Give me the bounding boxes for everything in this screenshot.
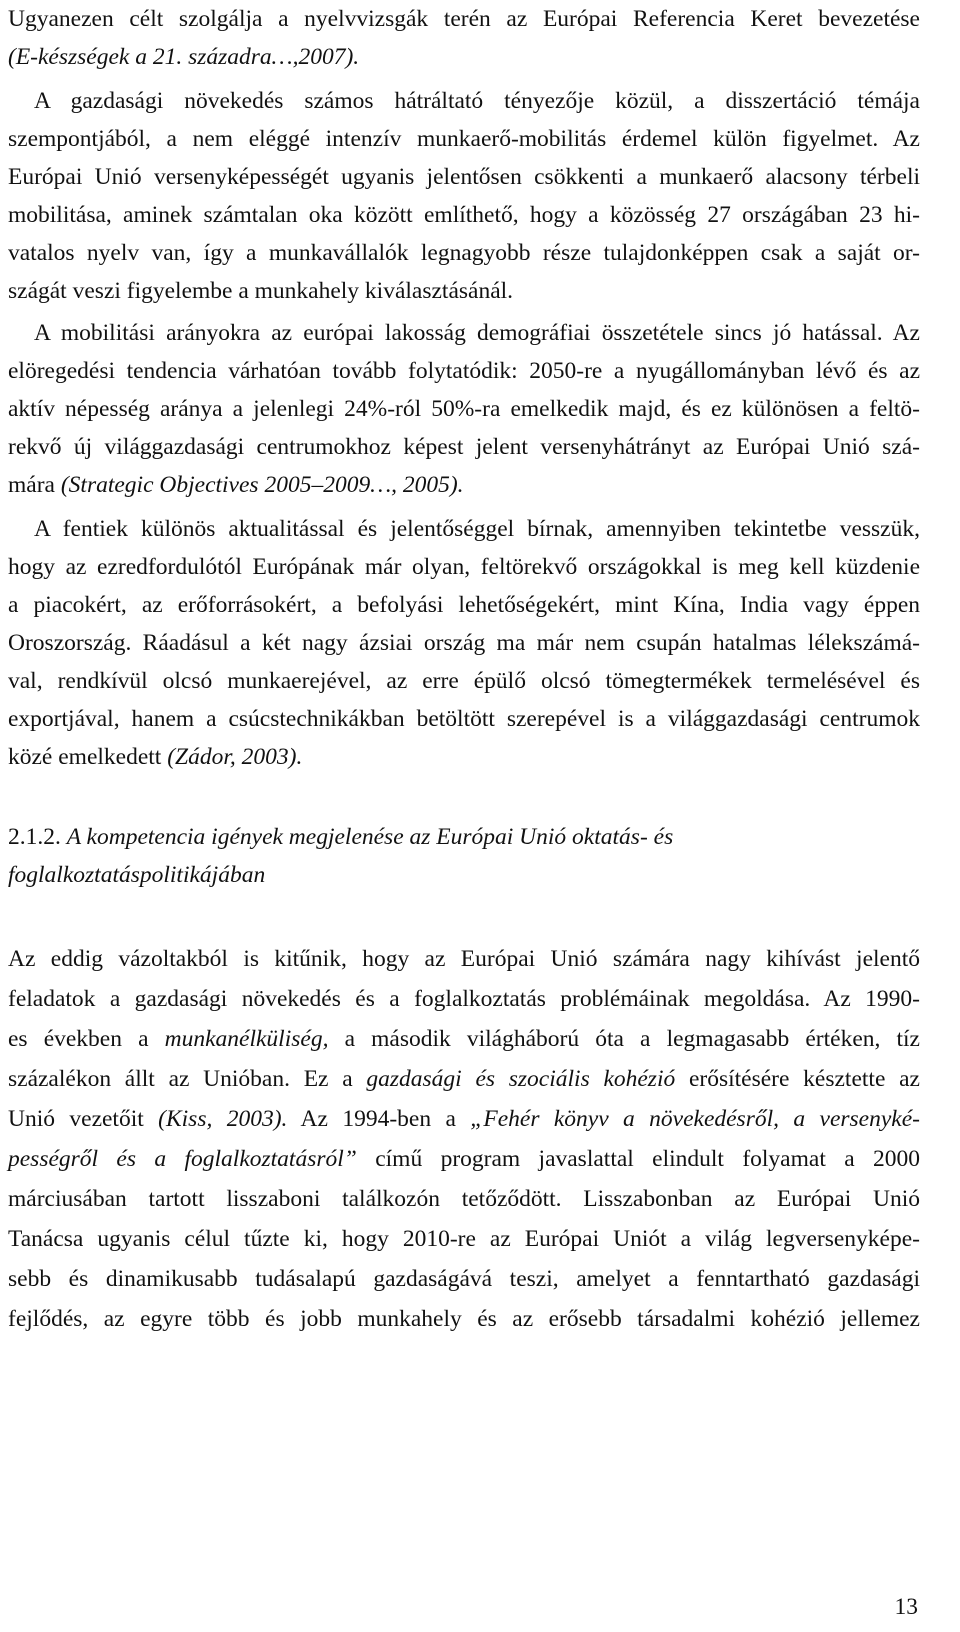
paragraph-line: A mobilitási arányokra az európai lakosság demográfiai összetétele sincs jó hatással. Az: [34, 320, 920, 346]
paragraph-line: aktív népesség aránya a jelenlegi 24%-ról 50%-ra emelkedik majd, és ez különösen a feltö-: [8, 396, 920, 422]
text-run: Unió vezetőit: [8, 1106, 159, 1132]
text-run: százalékon állt az Unióban. Ez a: [8, 1066, 367, 1092]
paragraph-line: mobilitása, aminek számtalan oka között említhető, hogy a közösség 27 országában 23 hi-: [8, 202, 920, 228]
paragraph-line: Az eddig vázoltakból is kitűnik, hogy az Európai Unió számára nagy kihívást jelentő: [8, 946, 920, 972]
paragraph-line: Tanácsa ugyanis célul tűzte ki, hogy 2010-re az Európai Uniót a világ legversenyképe-: [8, 1226, 920, 1252]
paragraph-line: [8, 1020, 920, 1058]
paragraph-line: [8, 738, 920, 776]
text-run: a második világháború óta a legmagasabb értéken, tíz: [328, 1026, 920, 1052]
citation: (Strategic Objectives 2005–2009…, 2005).: [60, 472, 464, 498]
section-heading-line2: [8, 856, 920, 894]
paragraph-line: márciusában tartott lisszaboni találkozón tetőződött. Lisszabonban az Európai Unió: [8, 1186, 920, 1212]
text-run: című program javaslattal elindult folyamat a 2000: [356, 1146, 920, 1172]
paragraph-line: sebb és dinamikusabb tudásalapú gazdaságává teszi, amelyet a fenntartható gazdasági: [8, 1266, 920, 1292]
paragraph-line: elöregedési tendencia várhatóan tovább folytatódik: 2050-re a nyugállományban lévő és az: [8, 358, 920, 384]
citation: (E-készségek a 21. századra…,2007).: [8, 44, 360, 70]
paragraph-line: [8, 1060, 920, 1098]
emphasis: munkanélküliség,: [164, 1026, 329, 1052]
paragraph-line: val, rendkívül olcsó munkaerejével, az erre épülő olcsó tömegtermékek termelésével és: [8, 668, 920, 694]
section-title-line1: A kompetencia igények megjelenése az Európai Unió oktatás- és: [66, 824, 674, 850]
section-title-line2: foglalkoztatáspolitikájában: [8, 862, 266, 888]
paragraph-line: [8, 466, 920, 504]
paragraph-line: vatalos nyelv van, így a munkavállalók legnagyobb része tulajdonképpen csak a saját or-: [8, 240, 920, 266]
paragraph-line: [8, 1100, 920, 1138]
paragraph-line: [8, 1140, 920, 1178]
citation: (Zádor, 2003).: [167, 744, 303, 770]
text-run: közé emelkedett: [8, 744, 168, 770]
paragraph-line: fejlődés, az egyre több és jobb munkahely és az erősebb társadalmi kohézió jellemez: [8, 1306, 920, 1332]
paragraph-line: rekvő új világgazdasági centrumokhoz képest jelent versenyhátrányt az Európai Unió szá-: [8, 434, 920, 460]
paragraph-line: A fentiek különös aktualitással és jelentőséggel bírnak, amennyiben tekintetbe vesszük,: [34, 516, 920, 542]
paragraph-line: Európai Unió versenyképességét ugyanis jelentősen csökkenti a munkaerő alacsony térbeli: [8, 164, 920, 190]
paragraph-line: feladatok a gazdasági növekedés és a foglalkoztatás problémáinak megoldása. Az 1990-: [8, 986, 920, 1012]
section-number: 2.1.2.: [8, 824, 61, 850]
section-heading: [8, 818, 920, 856]
paragraph-line: Ugyanezen célt szolgálja a nyelvvizsgák terén az Európai Referencia Keret bevezetése: [8, 6, 920, 32]
text-run: erősítésére késztette az: [675, 1066, 920, 1092]
paragraph-line: exportjával, hanem a csúcstechnikákban betöltött szerepével is a világgazdasági centrumok: [8, 706, 920, 732]
page-number: 13: [894, 1594, 918, 1620]
paragraph-line: szágát veszi figyelembe a munkahely kiválasztásánál.: [8, 278, 514, 304]
text-run: mára: [8, 472, 61, 498]
paragraph-line: Oroszország. Ráadásul a két nagy ázsiai ország ma már nem csupán hatalmas lélekszámá-: [8, 630, 920, 656]
paragraph-line: hogy az ezredfordulótól Európának már olyan, feltörekvő országokkal is meg kell küzdenie: [8, 554, 920, 580]
emphasis: „Fehér könyv a növekedésről, a versenyké-: [470, 1106, 920, 1132]
paragraph-line: [8, 38, 920, 76]
emphasis: gazdasági és szociális kohézió: [366, 1066, 676, 1092]
text-run: Az 1994-ben a: [287, 1106, 471, 1132]
citation: (Kiss, 2003).: [158, 1106, 288, 1132]
paragraph-line: A gazdasági növekedés számos hátráltató tényezője közül, a disszertáció témája: [34, 88, 920, 114]
paragraph-line: szempontjából, a nem eléggé intenzív munkaerő-mobilitás érdemel külön figyelmet. Az: [8, 126, 920, 152]
text-run: es években a: [8, 1026, 165, 1052]
emphasis: pességről és a foglalkoztatásról”: [8, 1146, 357, 1172]
paragraph-line: a piacokért, az erőforrásokért, a befolyási lehetőségekért, mint Kína, India vagy éppen: [8, 592, 920, 618]
